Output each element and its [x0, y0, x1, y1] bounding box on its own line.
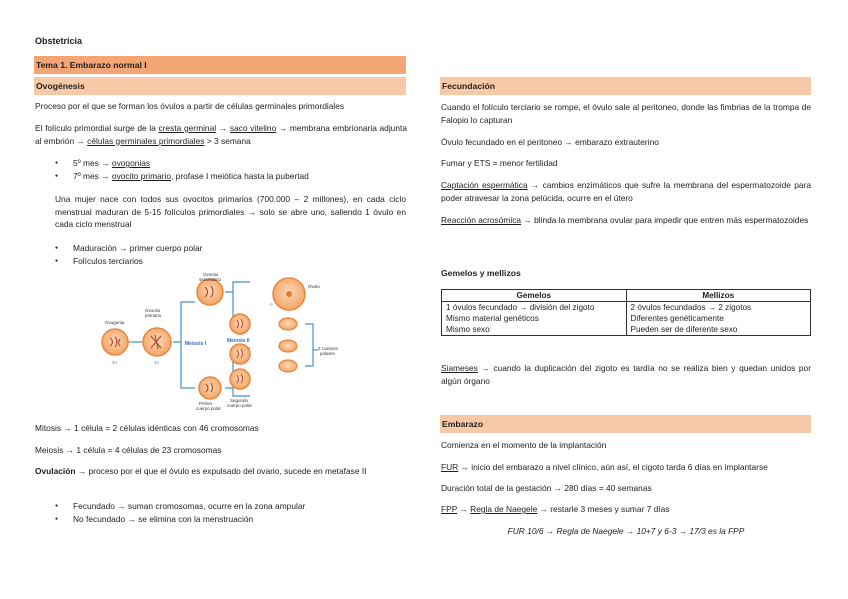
captacion-label: Captación espermática [441, 180, 528, 190]
label-primer-cuerpo-b: cuerpo polar [196, 406, 222, 411]
woman-paragraph: Una mujer nace con todos sus ovocitos primarios (700.000 – 2 millones), en cada ciclo menstrual maduran de 5-15 folículos primordiales → solo se abre uno, saliendo 1 óvulo en cada ciclo menstrual [55, 194, 406, 229]
label-segundo-cuerpo-a: Segundo [230, 398, 249, 403]
fecundacion-p2: Óvulo fecundado en el peritoneo → embarazo extrauterino [441, 137, 659, 147]
meiosis2-cell-b [230, 344, 250, 364]
gemelos-heading: Gemelos y mellizos [441, 268, 521, 278]
col-gemelos: Gemelos [442, 290, 627, 302]
folicle-a: El folículo primordial surge de la [35, 123, 159, 133]
naegele-label: Regla de Naegele [470, 504, 538, 514]
fur-text: → inicio del embarazo a nivel clínico, aún así, el cigoto tarda 6 días en implantarse [458, 462, 768, 472]
meiosis-line: Meiosis → 1 célula = 4 células de 23 cromosomas [35, 445, 222, 455]
ovulacion-paragraph [35, 465, 407, 478]
bullet-7mes: ● 7º mes → ovocito primario, profase I meiótica hasta la pubertad [73, 170, 403, 183]
label-meiosis2: Meiosis II [227, 338, 250, 344]
label-primer-cuerpo-a: Primer [199, 401, 213, 406]
label-ovocito-primario-b: primario [145, 313, 162, 318]
ovulacion-label: Ovulación [35, 466, 76, 476]
cresta-germinal: cresta germinal [158, 123, 217, 133]
fecundacion-p1: Cuando el folículo terciario se rompe, el óvulo sale al peritoneo, donde las fimbrias de la trompa de Falopio lo capturan [441, 102, 811, 125]
fpp-label: FPP [441, 504, 458, 514]
table-row: Mismo material genéticos Diferentes genéticamente [442, 313, 811, 324]
label-2n-a: 2n [112, 360, 118, 365]
polar-body-2 [279, 340, 297, 352]
folicle-b: → membrana embrionaria adjunta al embrión → [35, 123, 407, 146]
label-ovulo: Óvulo [308, 284, 320, 289]
table-row: 1 óvulos fecundado → división del zigoto 2 óvulos fecundados → 2 zigotos [442, 302, 811, 314]
bullet-maduracion: ● Maduración → primer cuerpo polar [73, 242, 403, 255]
doc-title: Obstetricia [35, 36, 83, 46]
fecundacion-p3: Fumar y ETS = menor fertilidad [441, 158, 558, 168]
polar-body-3 [279, 360, 297, 372]
label-meiosis1: Meiosis I [185, 341, 207, 347]
label-tres-cuerpos-a: 3 cuerpos [318, 346, 338, 351]
ovogonia-cell [102, 329, 128, 355]
col-mellizos: Mellizos [626, 290, 811, 302]
siameses-text: → cuando la duplicación del zigoto es tardía no se realiza bien y quedan unidos por algún órgano [441, 363, 811, 386]
label-ovocito-secundario-b: secundario [199, 277, 222, 282]
fur-paragraph [441, 461, 811, 474]
reaccion-text: → blinda la membrana ovular para impedir que entren más espermatozoides [521, 215, 809, 225]
ovogenesis-intro: Proceso por el que se forman los óvulos a partir de células germinales primordiales [35, 101, 345, 111]
fur-label: FUR [441, 462, 459, 472]
label-ovogonia: Ovogonia [105, 320, 125, 325]
ovocito-secundario-cell [197, 279, 223, 305]
label-tres-cuerpos-b: polares [320, 351, 335, 356]
folicle-paragraph [35, 122, 407, 147]
mitosis-line: Mitosis → 1 célula = 2 células idénticas con 46 cromosomas [35, 423, 259, 433]
reaccion-label: Reacción acrosómica [441, 215, 522, 225]
meiosis2-cell-c [230, 369, 250, 389]
folicle-c: > 3 semana [204, 135, 251, 146]
label-ovocito-primario-a: Ovocito [145, 308, 161, 313]
captacion-paragraph [441, 179, 811, 204]
captacion-text: → cambios enzimáticos que sufre la membrana del espermatozoide para poder atravesar la zona pelúcida, ocurre en el útero [441, 180, 812, 203]
fpp-example: FUR 10/6 → Regla de Naegele → 10+7 y 6-3 → 17/3 es la FPP [507, 526, 745, 536]
ovulacion-text: → proceso por el que el óvulo es expulsado del ovario, sucede en metafase II [75, 466, 367, 476]
reaccion-paragraph [441, 214, 811, 227]
ovulacion-bullets [73, 500, 403, 525]
saco-vitelino: saco vitelino [229, 123, 277, 133]
fecundacion-heading: Fecundación [440, 77, 811, 95]
meiosis2-cell-a [230, 314, 250, 334]
bullet-foliculos: ● Folículos terciarios [73, 255, 403, 268]
label-segundo-cuerpo-b: cuerpo polar [227, 403, 253, 408]
ovogenesis-diagram [65, 272, 340, 414]
ovogenesis-heading: Ovogénesis [34, 77, 406, 95]
celulas-germinales: células germinales primordiales [87, 135, 205, 146]
ovogenesis-bullets-1 [73, 157, 403, 182]
embarazo-heading: Embarazo [440, 415, 811, 433]
primer-cuerpo-polar-cell [199, 377, 221, 399]
fpp-text: → restarle 3 meses y sumar 7 días [537, 504, 670, 514]
siameses-label: Siameses [441, 363, 478, 373]
fpp-paragraph: FPP → Regla de Naegele → restarle 3 meses y sumar 7 días [441, 504, 670, 514]
label-ovocito-secundario-a: Ovocito [203, 272, 219, 277]
table-row: Mismo sexo Pueden ser de diferente sexo [442, 324, 811, 336]
bullet-5mes: ● 5º mes → ovogonias [73, 157, 403, 170]
polar-body-1 [279, 318, 297, 330]
embarazo-p3: Duración total de la gestación → 280 días = 40 semanas [441, 483, 652, 493]
ovogenesis-bullets-2 [73, 242, 403, 267]
bullet-no-fecundado: ● No fecundado → se elimina con la menstruación [73, 513, 403, 526]
label-n: n [270, 302, 273, 307]
gemelos-table [441, 289, 811, 336]
arrow: → [216, 123, 230, 133]
siameses-paragraph [441, 362, 811, 387]
topic-band: Tema 1. Embarazo normal I [34, 56, 406, 74]
bullet-fecundado: ● Fecundado → suman cromosomas, ocurre en la zona ampular [73, 500, 403, 513]
label-2n-b: 2n [154, 360, 160, 365]
embarazo-p1: Comienza en el momento de la implantación [441, 440, 607, 450]
